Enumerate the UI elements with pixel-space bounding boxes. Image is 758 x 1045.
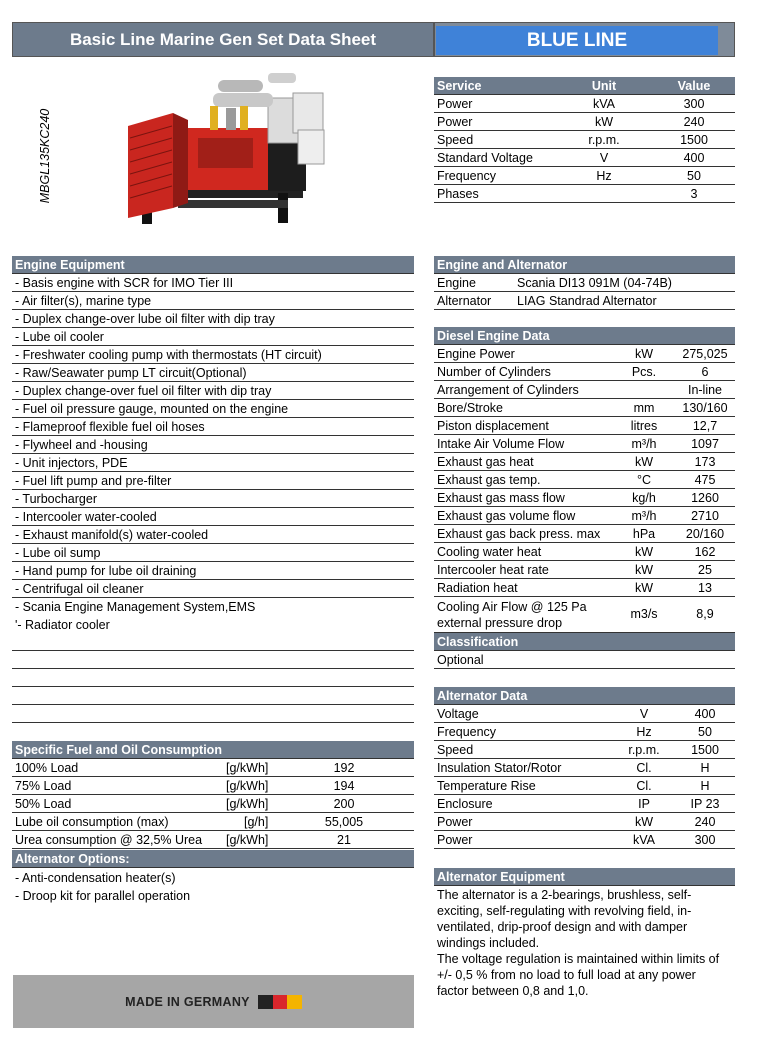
divider <box>12 668 414 669</box>
list-item: - Lube oil cooler <box>12 328 414 346</box>
table-row: Arrangement of Cylinders In-line <box>434 381 735 399</box>
table-row: Cooling Air Flow @ 125 Pa external pressure drop m3/s 8,9 <box>434 597 735 633</box>
made-in-germany-badge <box>13 975 414 1028</box>
table-row: Speed r.p.m. 1500 <box>434 131 735 149</box>
alternator-options-title: Alternator Options: <box>12 850 414 868</box>
table-row: Intake Air Volume Flow m³/h 1097 <box>434 435 735 453</box>
list-item: - Duplex change-over fuel oil filter with dip tray <box>12 382 414 400</box>
list-item: - Duplex change-over lube oil filter with dip tray <box>12 310 414 328</box>
diesel-engine-title: Diesel Engine Data <box>434 327 735 345</box>
list-item: - Exhaust manifold(s) water-cooled <box>12 526 414 544</box>
page-title: Basic Line Marine Gen Set Data Sheet <box>12 22 434 57</box>
list-item: - Turbocharger <box>12 490 414 508</box>
engine-equipment-title: Engine Equipment <box>12 256 414 274</box>
table-row: Speed r.p.m. 1500 <box>434 741 735 759</box>
divider <box>12 704 414 705</box>
alternator-data-section <box>434 687 735 849</box>
list-item: '- Radiator cooler <box>15 618 110 632</box>
table-row: Voltage V 400 <box>434 705 735 723</box>
fuel-consumption-section <box>12 741 414 849</box>
table-row: Insulation Stator/Rotor Cl. H <box>434 759 735 777</box>
table-row: Power kVA 300 <box>434 95 735 113</box>
service-header: Service <box>437 79 482 93</box>
list-item: - Anti-condensation heater(s) <box>15 871 176 885</box>
table-row: Power kW 240 <box>434 813 735 831</box>
diesel-engine-section <box>434 327 735 633</box>
service-table-header <box>434 77 735 95</box>
table-row: 75% Load [g/kWh] 194 <box>12 777 414 795</box>
table-row: Exhaust gas back press. max hPa 20/160 <box>434 525 735 543</box>
alternator-equipment-title: Alternator Equipment <box>434 868 735 886</box>
table-row: Exhaust gas volume flow m³/h 2710 <box>434 507 735 525</box>
table-row: Number of Cylinders Pcs. 6 <box>434 363 735 381</box>
table-row: 50% Load [g/kWh] 200 <box>12 795 414 813</box>
list-item: - Droop kit for parallel operation <box>15 889 191 903</box>
classification-section <box>434 633 735 669</box>
german-flag-icon <box>258 995 302 1009</box>
alternator-options-section <box>12 850 414 905</box>
engine-equipment-section <box>12 256 414 634</box>
table-row: Intercooler heat rate kW 25 <box>434 561 735 579</box>
list-item: - Raw/Seawater pump LT circuit(Optional) <box>12 364 414 382</box>
alternator-equipment-section <box>434 868 735 999</box>
list-item: - Lube oil sump <box>12 544 414 562</box>
list-item: - Basis engine with SCR for IMO Tier III <box>12 274 414 292</box>
table-row: Temperature Rise Cl. H <box>434 777 735 795</box>
fuel-consumption-title: Specific Fuel and Oil Consumption <box>12 741 414 759</box>
list-item: - Fuel oil pressure gauge, mounted on the engine <box>12 400 414 418</box>
table-row: Piston displacement litres 12,7 <box>434 417 735 435</box>
table-row: Exhaust gas temp. °C 475 <box>434 471 735 489</box>
unit-header: Unit <box>591 79 617 93</box>
genset-image <box>118 68 338 228</box>
table-row: Standard Voltage V 400 <box>434 149 735 167</box>
service-table <box>434 77 735 203</box>
made-in-label: MADE IN GERMANY <box>125 994 250 1009</box>
table-row: Cooling water heat kW 162 <box>434 543 735 561</box>
engine-alternator-section <box>434 256 735 310</box>
value-header: Value <box>677 79 711 93</box>
list-item: - Freshwater cooling pump with thermostats (HT circuit) <box>12 346 414 364</box>
line-badge-label: BLUE LINE <box>436 26 718 55</box>
table-row: Exhaust gas mass flow kg/h 1260 <box>434 489 735 507</box>
table-row: Radiation heat kW 13 <box>434 579 735 597</box>
table-row: Power kVA 300 <box>434 831 735 849</box>
line-badge <box>434 22 735 57</box>
divider <box>12 686 414 687</box>
table-row: 100% Load [g/kWh] 192 <box>12 759 414 777</box>
alternator-data-title: Alternator Data <box>434 687 735 705</box>
engine-alternator-title: Engine and Alternator <box>434 256 735 274</box>
list-item: - Air filter(s), marine type <box>12 292 414 310</box>
classification-title: Classification <box>434 633 735 651</box>
table-row: Engine Scania DI13 091M (04-74B) <box>434 274 735 292</box>
list-item: - Intercooler water-cooled <box>12 508 414 526</box>
table-row: Power kW 240 <box>434 113 735 131</box>
table-row: Engine Power kW 275,025 <box>434 345 735 363</box>
table-row: Enclosure IP IP 23 <box>434 795 735 813</box>
divider <box>12 722 414 723</box>
list-item: - Scania Engine Management System,EMS <box>15 600 256 614</box>
list-item: - Fuel lift pump and pre-filter <box>12 472 414 490</box>
list-item: - Hand pump for lube oil draining <box>12 562 414 580</box>
table-row: Lube oil consumption (max) [g/h] 55,005 <box>12 813 414 831</box>
table-row: Alternator LIAG Standrad Alternator <box>434 292 735 310</box>
list-item: - Unit injectors, PDE <box>12 454 414 472</box>
table-row: Urea consumption @ 32,5% Urea [g/kWh] 21 <box>12 831 414 849</box>
table-row: Frequency Hz 50 <box>434 167 735 185</box>
list-item: - Centrifugal oil cleaner <box>12 580 414 598</box>
table-row: Bore/Stroke mm 130/160 <box>434 399 735 417</box>
list-item: - Flywheel and -housing <box>12 436 414 454</box>
list-item: - Flameproof flexible fuel oil hoses <box>12 418 414 436</box>
table-row: Frequency Hz 50 <box>434 723 735 741</box>
classification-value: Optional <box>434 651 735 669</box>
alternator-equipment-text: The alternator is a 2-bearings, brushless, self- exciting, self-regulating with revolving field, in- ventilated, drip-proof design and with damper windings included. The voltage regulation is maintained within limits of +/- 0,5 % from no load to full load at any power factor between 0,8 and 1,0. <box>437 888 720 998</box>
table-row: Exhaust gas heat kW 173 <box>434 453 735 471</box>
divider <box>12 650 414 651</box>
model-code: MBGL135KC240 <box>38 108 52 204</box>
table-row: Phases 3 <box>434 185 735 203</box>
